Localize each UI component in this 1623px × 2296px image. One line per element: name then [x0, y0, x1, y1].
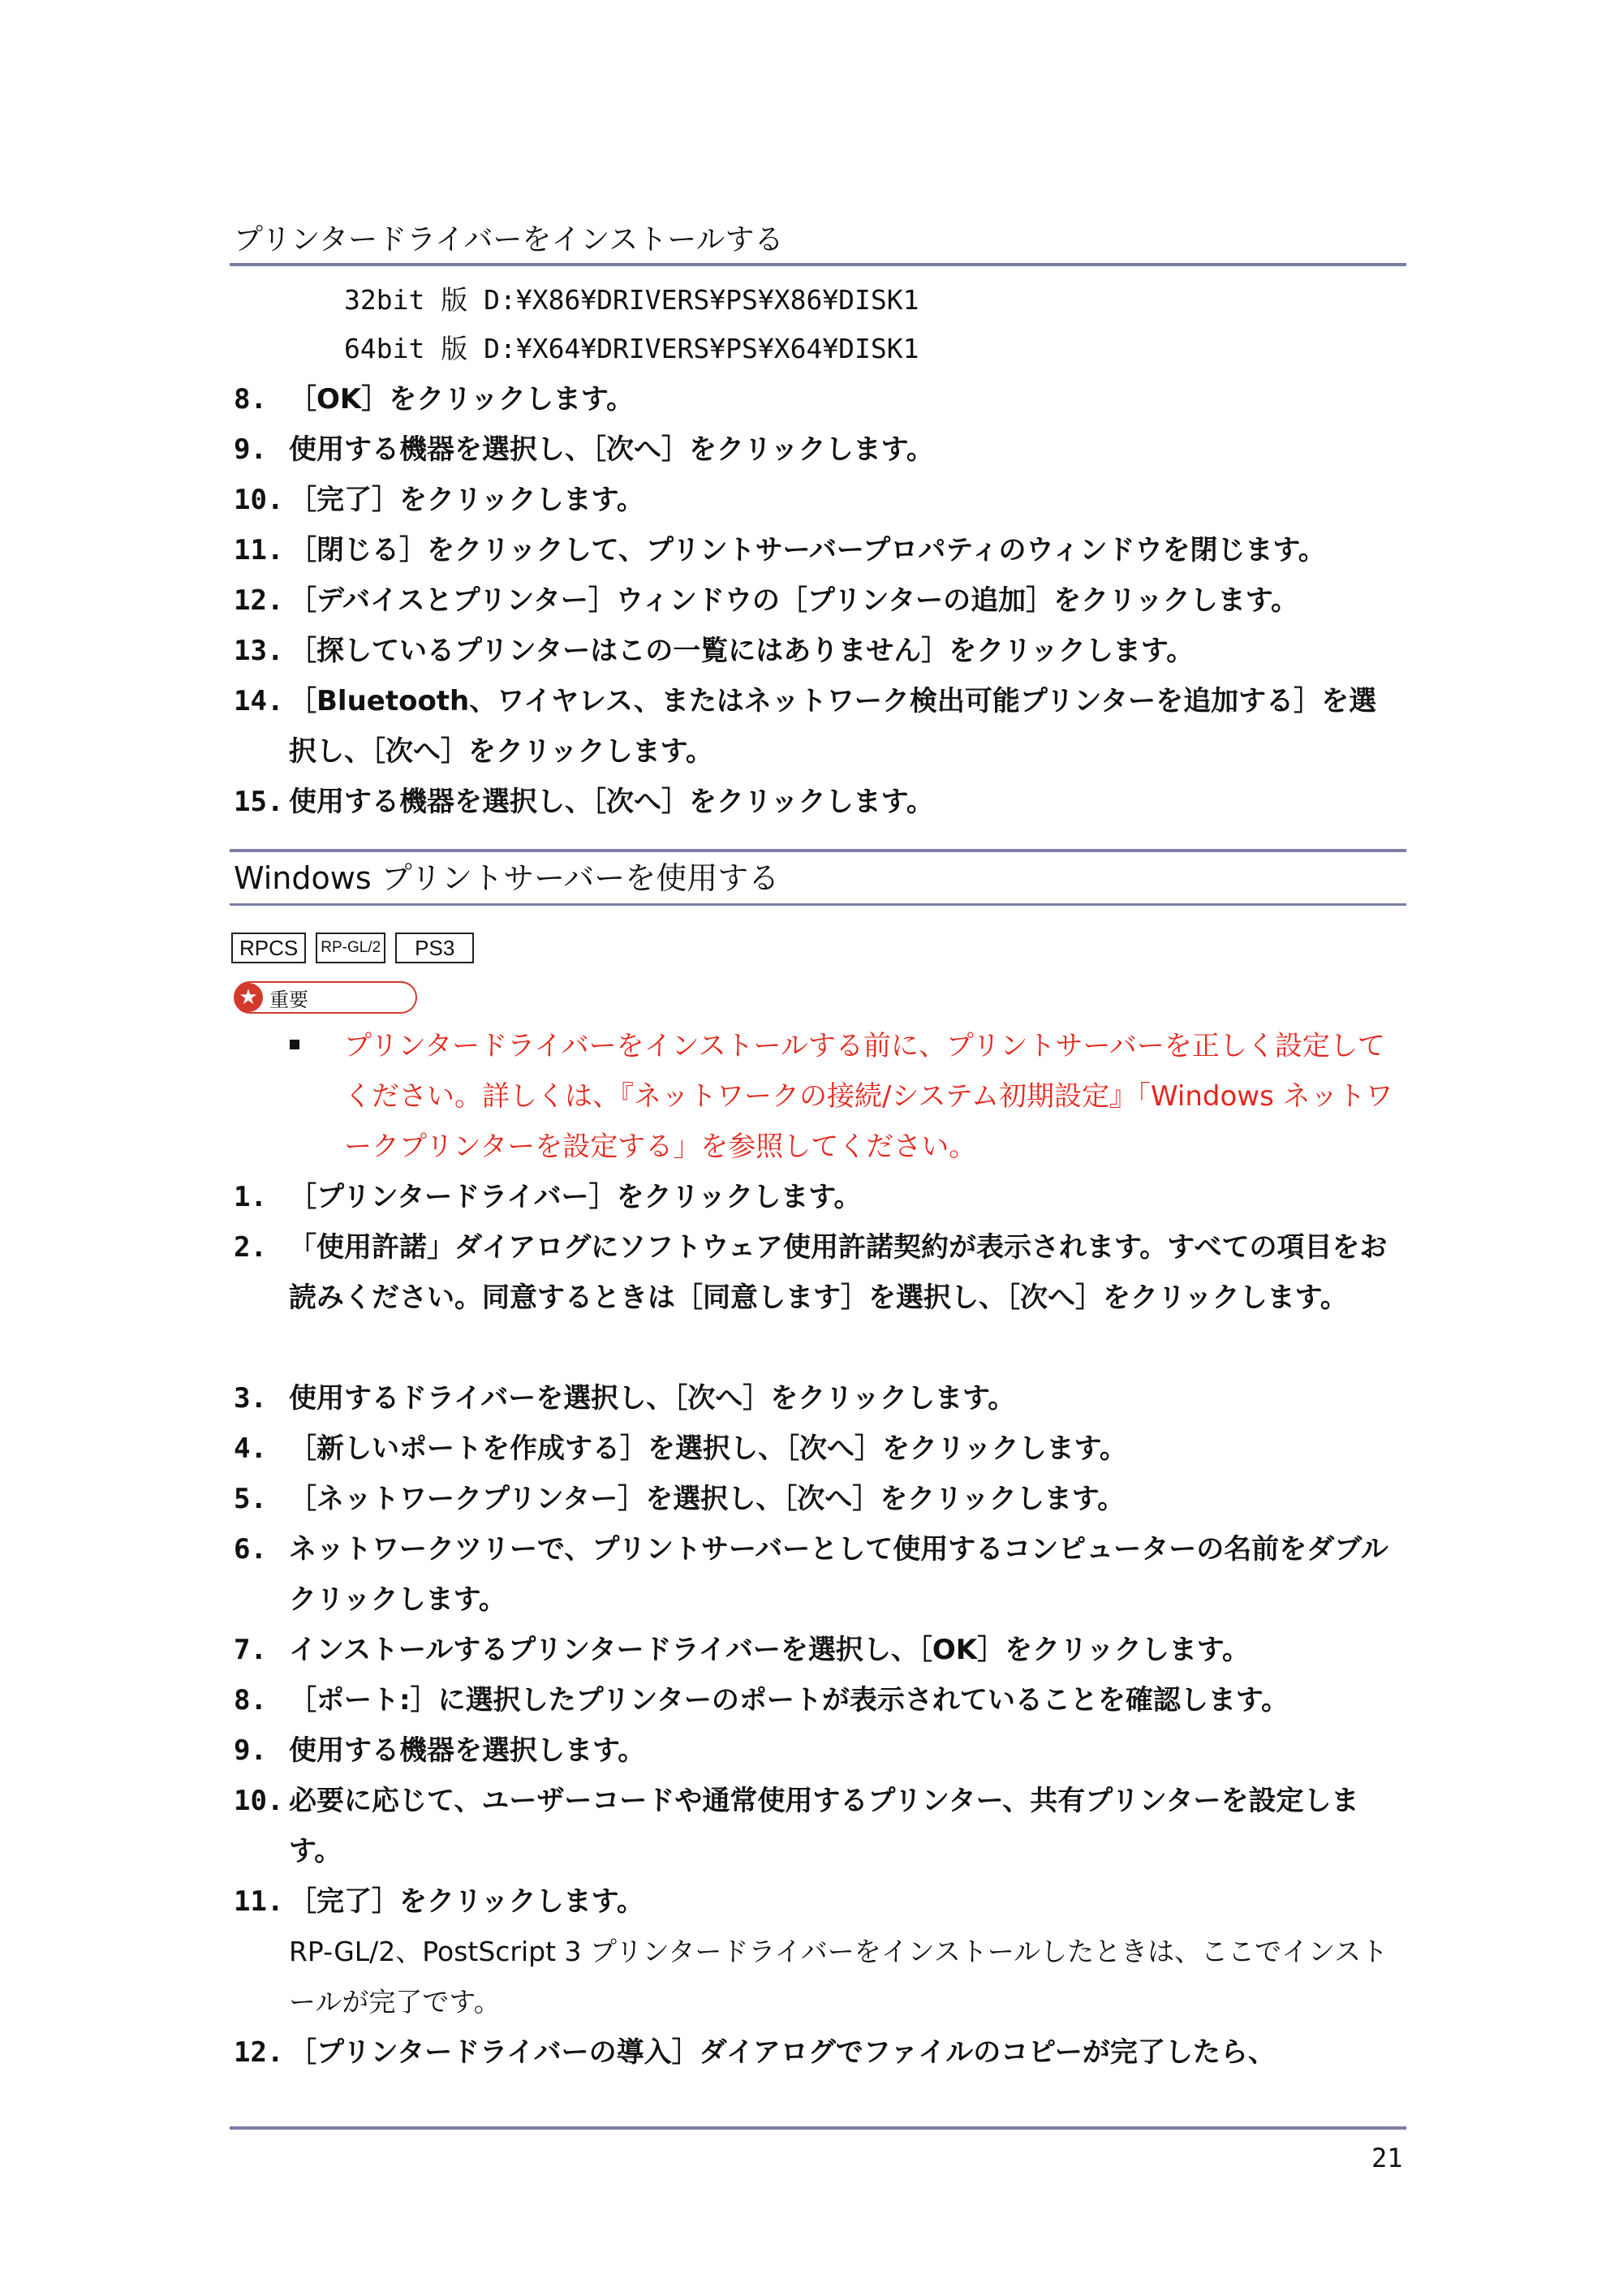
step-item	[234, 626, 1402, 676]
step-text: 使用する機器を選択します。	[289, 1734, 646, 1767]
step-text: ［OK］をクリックします。	[289, 383, 635, 416]
step-item	[234, 1776, 1402, 1876]
step-number: 9.	[234, 1734, 267, 1767]
path-label: 64bit 版	[344, 333, 468, 364]
step-number: 3.	[234, 1382, 267, 1415]
step-text: 使用するドライバーを選択し、［次へ］をクリックします。	[289, 1382, 1016, 1415]
tag-ps3: PS3	[395, 933, 474, 963]
step-item	[234, 1675, 1402, 1725]
step-number: 5.	[234, 1483, 267, 1515]
step-text: 使用する機器を選択し、［次へ］をクリックします。	[289, 786, 934, 818]
step-number: 9.	[234, 433, 267, 466]
step-text: ［ネットワークプリンター］を選択し、［次へ］をクリックします。	[289, 1483, 1126, 1515]
step-text: ［ポート:］に選択したプリンターのポートが表示されていることを確認します。	[289, 1684, 1289, 1717]
step-item	[234, 424, 1402, 475]
step-text: 使用する機器を選択し、［次へ］をクリックします。	[289, 433, 934, 466]
step-item	[234, 1474, 1402, 1524]
important-badge	[234, 981, 417, 1014]
header-rule	[230, 263, 1406, 266]
step-text: ［プリンタードライバーの導入］ダイアログでファイルのコピーが完了したら、	[289, 2036, 1276, 2069]
section-rule-top	[230, 849, 1406, 852]
step-text: 「使用許諾」ダイアログにソフトウェア使用許諾契約が表示されます。すべての項目をお読みください。同意するときは［同意します］を選択し、［次へ］をクリックします。	[289, 1231, 1388, 1314]
step-number: 12.	[234, 584, 284, 617]
tag-rpgl2: RP-GL/2	[316, 933, 385, 963]
section-rule-bottom	[230, 903, 1406, 906]
step-item	[234, 475, 1402, 525]
step-text: ［デバイスとプリンター］ウィンドウの［プリンターの追加］をクリックします。	[289, 584, 1299, 617]
step-number: 2.	[234, 1231, 267, 1264]
step-item	[234, 374, 1402, 424]
page-number: 21	[1371, 2143, 1403, 2173]
page-header-title: プリンタードライバーをインストールする	[234, 223, 784, 256]
step-item	[234, 1222, 1402, 1323]
step-note: RP-GL/2、PostScript 3 プリンタードライバーをインストールしたときは、ここでインストールが完了です。	[289, 1936, 1388, 2018]
path-64bit	[344, 333, 919, 365]
step-item	[234, 1373, 1402, 1424]
step-text: ［閉じる］をクリックして、プリントサーバープロパティのウィンドウを閉じます。	[289, 534, 1326, 566]
step-text: ［探しているプリンターはこの一覧にはありません］をクリックします。	[289, 635, 1195, 667]
step-text: ［新しいポートを作成する］を選択し、［次へ］をクリックします。	[289, 1432, 1127, 1465]
footer-rule	[230, 2126, 1406, 2130]
step-number: 10.	[234, 484, 284, 516]
step-number: 6.	[234, 1533, 267, 1566]
step-item	[234, 575, 1402, 626]
path-32bit	[344, 284, 919, 317]
step-number: 10.	[234, 1785, 284, 1817]
step-number: 7.	[234, 1634, 267, 1666]
tag-rpcs: RPCS	[231, 933, 306, 963]
step-text: ［完了］をクリックします。	[289, 1885, 644, 1918]
step-number: 11.	[234, 1885, 284, 1918]
section-title: Windows プリントサーバーを使用する	[234, 860, 780, 896]
step-text: 必要に応じて、ユーザーコードや通常使用するプリンター、共有プリンターを設定します。	[289, 1785, 1359, 1867]
step-item	[234, 1625, 1402, 1675]
important-label: 重要	[269, 988, 308, 1011]
step-number: 14.	[234, 685, 284, 717]
step-number: 8.	[234, 383, 267, 416]
step-number: 4.	[234, 1432, 267, 1465]
step-item	[234, 2027, 1402, 2078]
step-item	[234, 1725, 1402, 1776]
step-item	[234, 1424, 1402, 1474]
step-item	[234, 525, 1402, 575]
step-number: 13.	[234, 635, 284, 667]
step-item	[234, 676, 1402, 777]
step-item	[234, 1172, 1402, 1222]
step-text: ［プリンタードライバー］をクリックします。	[289, 1181, 862, 1213]
step-number: 12.	[234, 2036, 284, 2069]
driver-tags	[231, 933, 474, 963]
bullet-square-icon	[290, 1040, 299, 1049]
step-text: インストールするプリンタードライバーを選択し、［OK］をクリックします。	[289, 1634, 1251, 1666]
step-number: 8.	[234, 1684, 267, 1717]
step-item	[234, 777, 1402, 827]
path-value: D:¥X86¥DRIVERS¥PS¥X86¥DISK1	[484, 284, 919, 316]
step-text: ［Bluetooth、ワイヤレス、またはネットワーク検出可能プリンターを追加する］を選択し、［次へ］をクリックします。	[289, 685, 1377, 768]
path-label: 32bit 版	[344, 284, 468, 316]
step-number: 11.	[234, 534, 284, 566]
step-item	[234, 1876, 1402, 1927]
step-number: 1.	[234, 1181, 267, 1213]
path-value: D:¥X64¥DRIVERS¥PS¥X64¥DISK1	[484, 333, 919, 364]
step-item	[234, 1524, 1402, 1625]
step-text: ［完了］をクリックします。	[289, 484, 644, 516]
star-icon: ★	[234, 983, 263, 1012]
step-text: ネットワークツリーで、プリントサーバーとして使用するコンピューターの名前をダブルクリックします。	[289, 1533, 1388, 1616]
important-note: プリンタードライバーをインストールする前に、プリントサーバーを正しく設定してください。詳しくは、『ネットワークの接続/システム初期設定』「Windows ネットワークプリンターを設定する」を参照してください。	[344, 1030, 1393, 1163]
step-number: 15.	[234, 786, 284, 818]
